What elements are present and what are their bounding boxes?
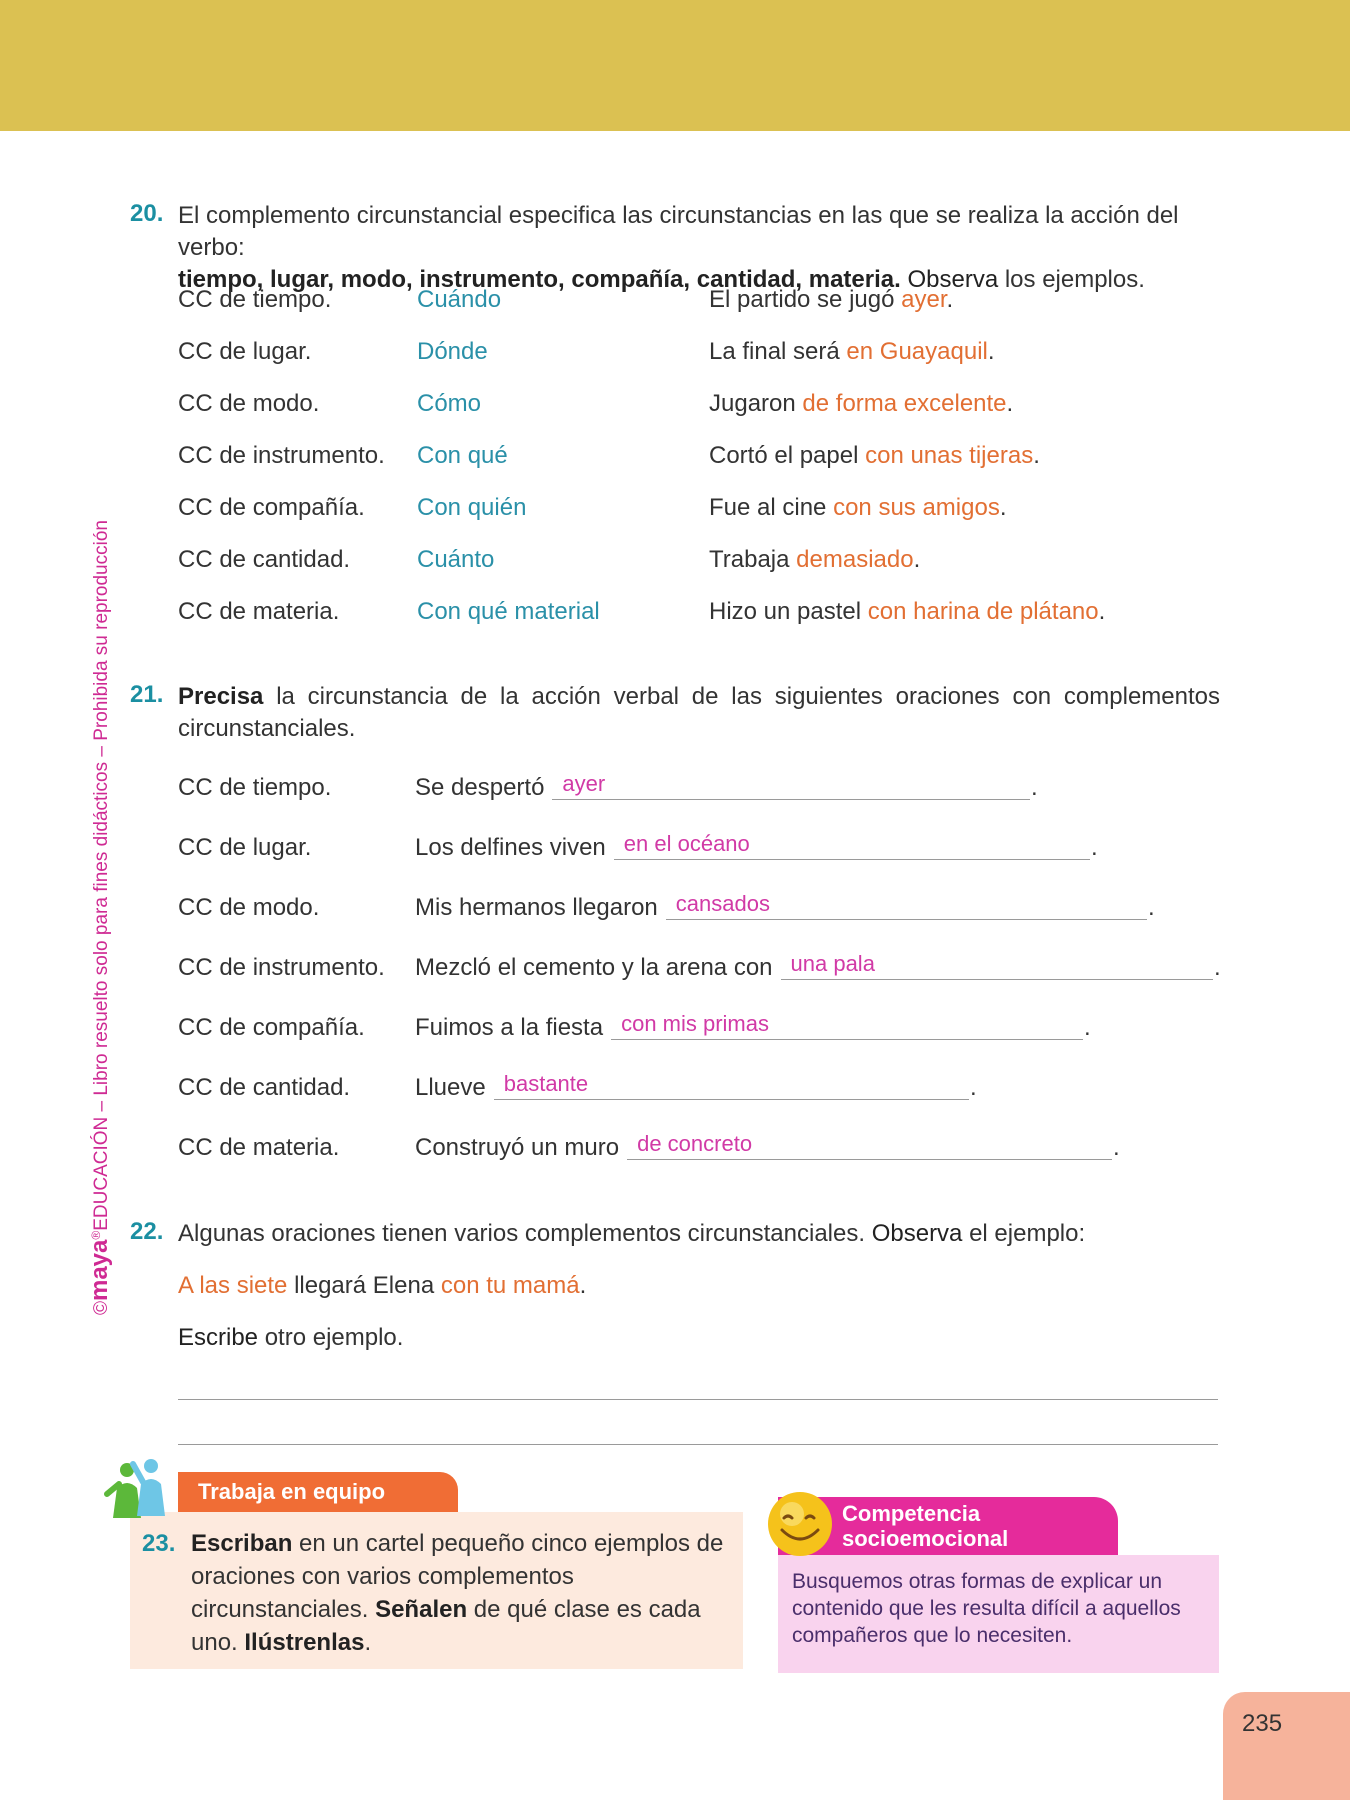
header-band (0, 0, 1350, 131)
period: . (1214, 954, 1221, 981)
q20-row-type: CC de lugar. (178, 338, 312, 365)
q21-answer-field[interactable]: ayer (552, 770, 1030, 800)
q22-example: A las siete llegará Elena con tu mamá. (178, 1272, 587, 1299)
q20-row-type: CC de compañía. (178, 494, 365, 521)
q20-row-type: CC de cantidad. (178, 546, 351, 573)
smiley-icon (766, 1490, 834, 1558)
q20-row-question: Con quién (417, 494, 527, 521)
q21-row-type: CC de instrumento. (178, 954, 385, 981)
q20-row-example: Jugaron de forma excelente. (709, 390, 1014, 417)
q21-answer-field[interactable]: con mis primas (611, 1010, 1083, 1040)
q20-row-example: La final será en Guayaquil. (709, 338, 995, 365)
period: . (1148, 894, 1155, 921)
q21-answer-field[interactable]: una pala (781, 950, 1213, 980)
competencia-text: Busquemos otras formas de explicar un contenido que les resulta difícil a aquellos compañeros que lo necesiten. (792, 1570, 1181, 1647)
q21-row-sentence: Llueve (415, 1074, 486, 1101)
q21-row-sentence: Construyó un muro (415, 1134, 620, 1161)
page-number-tab (1223, 1692, 1350, 1800)
q20-row-example: Cortó el papel con unas tijeras. (709, 442, 1040, 469)
q21-answer-field[interactable]: de concreto (627, 1130, 1112, 1160)
team-work-title: Trabaja en equipo (178, 1472, 458, 1512)
q21-number: 21. (130, 681, 164, 708)
brand-logo: maya (86, 1239, 114, 1301)
period: . (1113, 1134, 1120, 1161)
q21-row-type: CC de cantidad. (178, 1074, 351, 1101)
q20-row-question: Dónde (417, 338, 488, 365)
q20-row-example: Trabaja demasiado. (709, 546, 921, 573)
q21-answer-field[interactable]: en el océano (614, 830, 1090, 860)
q21-row-sentence: Fuimos a la fiesta (415, 1014, 604, 1041)
team-people-icon (103, 1458, 173, 1520)
q21-row-type: CC de modo. (178, 894, 320, 921)
q20-number: 20. (130, 200, 164, 227)
q21-row-sentence: Mezcló el cemento y la arena con (415, 954, 773, 981)
copyright-sidebar: ©maya®EDUCACIÓN – Libro resuelto solo para fines didácticos – Prohibida su reproducción (86, 520, 114, 1315)
q20-row-example: Hizo un pastel con harina de plátano. (709, 598, 1106, 625)
period: . (1084, 1014, 1091, 1041)
q21-row-type: CC de tiempo. (178, 774, 332, 801)
answer-line-2[interactable] (178, 1444, 1218, 1445)
q21-row-type: CC de lugar. (178, 834, 312, 861)
q21-row-type: CC de materia. (178, 1134, 340, 1161)
q22-number: 22. (130, 1218, 164, 1245)
q22-write-prompt: Escribe otro ejemplo. (178, 1324, 404, 1351)
q22-instructions: Algunas oraciones tienen varios complementos circunstanciales. Observa el ejemplo: (178, 1220, 1086, 1247)
page-number: 235 (1242, 1710, 1283, 1737)
q20-row-question: Con qué material (417, 598, 600, 625)
q20-row-question: Cuándo (417, 286, 502, 313)
q21-row-sentence: Se despertó (415, 774, 545, 801)
q20-row-type: CC de tiempo. (178, 286, 332, 313)
answer-line-1[interactable] (178, 1399, 1218, 1400)
period: . (1031, 774, 1038, 801)
q20-instructions: El complemento circunstancial especifica las circunstancias en las que se realiza la acción del verbo: tiempo, lugar, modo, instrumento, compañía, cantidad, materia. Observa los ejemplos. (178, 202, 1179, 293)
q20-row-example: Fue al cine con sus amigos. (709, 494, 1007, 521)
q20-row-question: Con qué (417, 442, 508, 469)
q21-answer-field[interactable]: cansados (666, 890, 1147, 920)
q20-row-question: Cuánto (417, 546, 495, 573)
q23-number: 23. (142, 1530, 176, 1557)
q20-row-type: CC de modo. (178, 390, 320, 417)
period: . (970, 1074, 977, 1101)
competencia-title: Competencia socioemocional (778, 1497, 1118, 1555)
period: . (1091, 834, 1098, 861)
q21-instructions: Precisa la circunstancia de la acción verbal de las siguientes oraciones con complementos circunstanciales. (178, 683, 1221, 742)
q21-row-sentence: Los delfines viven (415, 834, 606, 861)
q20-row-example: El partido se jugó ayer. (709, 286, 954, 313)
q20-row-type: CC de instrumento. (178, 442, 385, 469)
q20-row-type: CC de materia. (178, 598, 340, 625)
q20-row-question: Cómo (417, 390, 482, 417)
q23-text: Escriban en un cartel pequeño cinco ejemplos de oraciones con varios complementos circunstanciales. Señalen de qué clase es cada uno. Ilústrenlas. (191, 1530, 724, 1656)
q21-answer-field[interactable]: bastante (494, 1070, 969, 1100)
q21-row-sentence: Mis hermanos llegaron (415, 894, 658, 921)
q21-row-type: CC de compañía. (178, 1014, 365, 1041)
